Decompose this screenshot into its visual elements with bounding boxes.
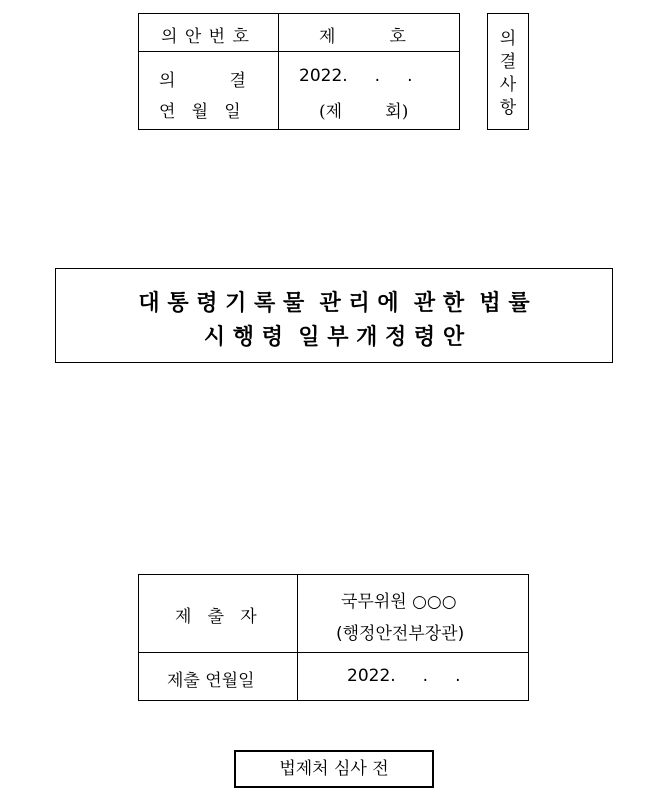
bill-title-line2: 시 행 령 일 부 개 정 령 안	[203, 324, 465, 350]
submitter-value-line1: 국무위원 ○○○	[341, 592, 457, 612]
decision-date-label-line1: 의 결	[159, 71, 246, 91]
bill-title-box	[55, 268, 613, 363]
submit-date-label: 제출 연월일	[167, 671, 255, 691]
submit-date-value: 2022. . .	[347, 666, 461, 686]
submitter-col-divider	[297, 575, 298, 700]
session-value: (제 회)	[319, 102, 409, 122]
decision-date-value: 2022. . .	[299, 66, 413, 86]
bill-number-value: 제 호	[319, 27, 406, 47]
decision-char-4: 항	[499, 98, 517, 118]
review-status-box: 법제처 심사 전	[234, 750, 434, 788]
decision-char-3: 사	[499, 75, 517, 95]
decision-items-box	[487, 13, 529, 130]
bill-title-line1: 대 통 령 기 록 물 관 리 에 관 한 법 률	[138, 290, 530, 316]
table-divider	[278, 14, 279, 129]
bill-number-label: 의 안 번 호	[161, 27, 250, 47]
submitter-value-line2: (행정안전부장관)	[336, 624, 465, 644]
submitter-label: 제 출 자	[175, 607, 257, 627]
decision-date-label-line2: 연 월 일	[159, 102, 241, 122]
bill-info-table	[138, 13, 460, 130]
submitter-table	[138, 574, 529, 701]
decision-char-1: 의	[499, 29, 517, 49]
decision-char-2: 결	[499, 52, 517, 72]
submitter-row-divider	[139, 652, 528, 653]
